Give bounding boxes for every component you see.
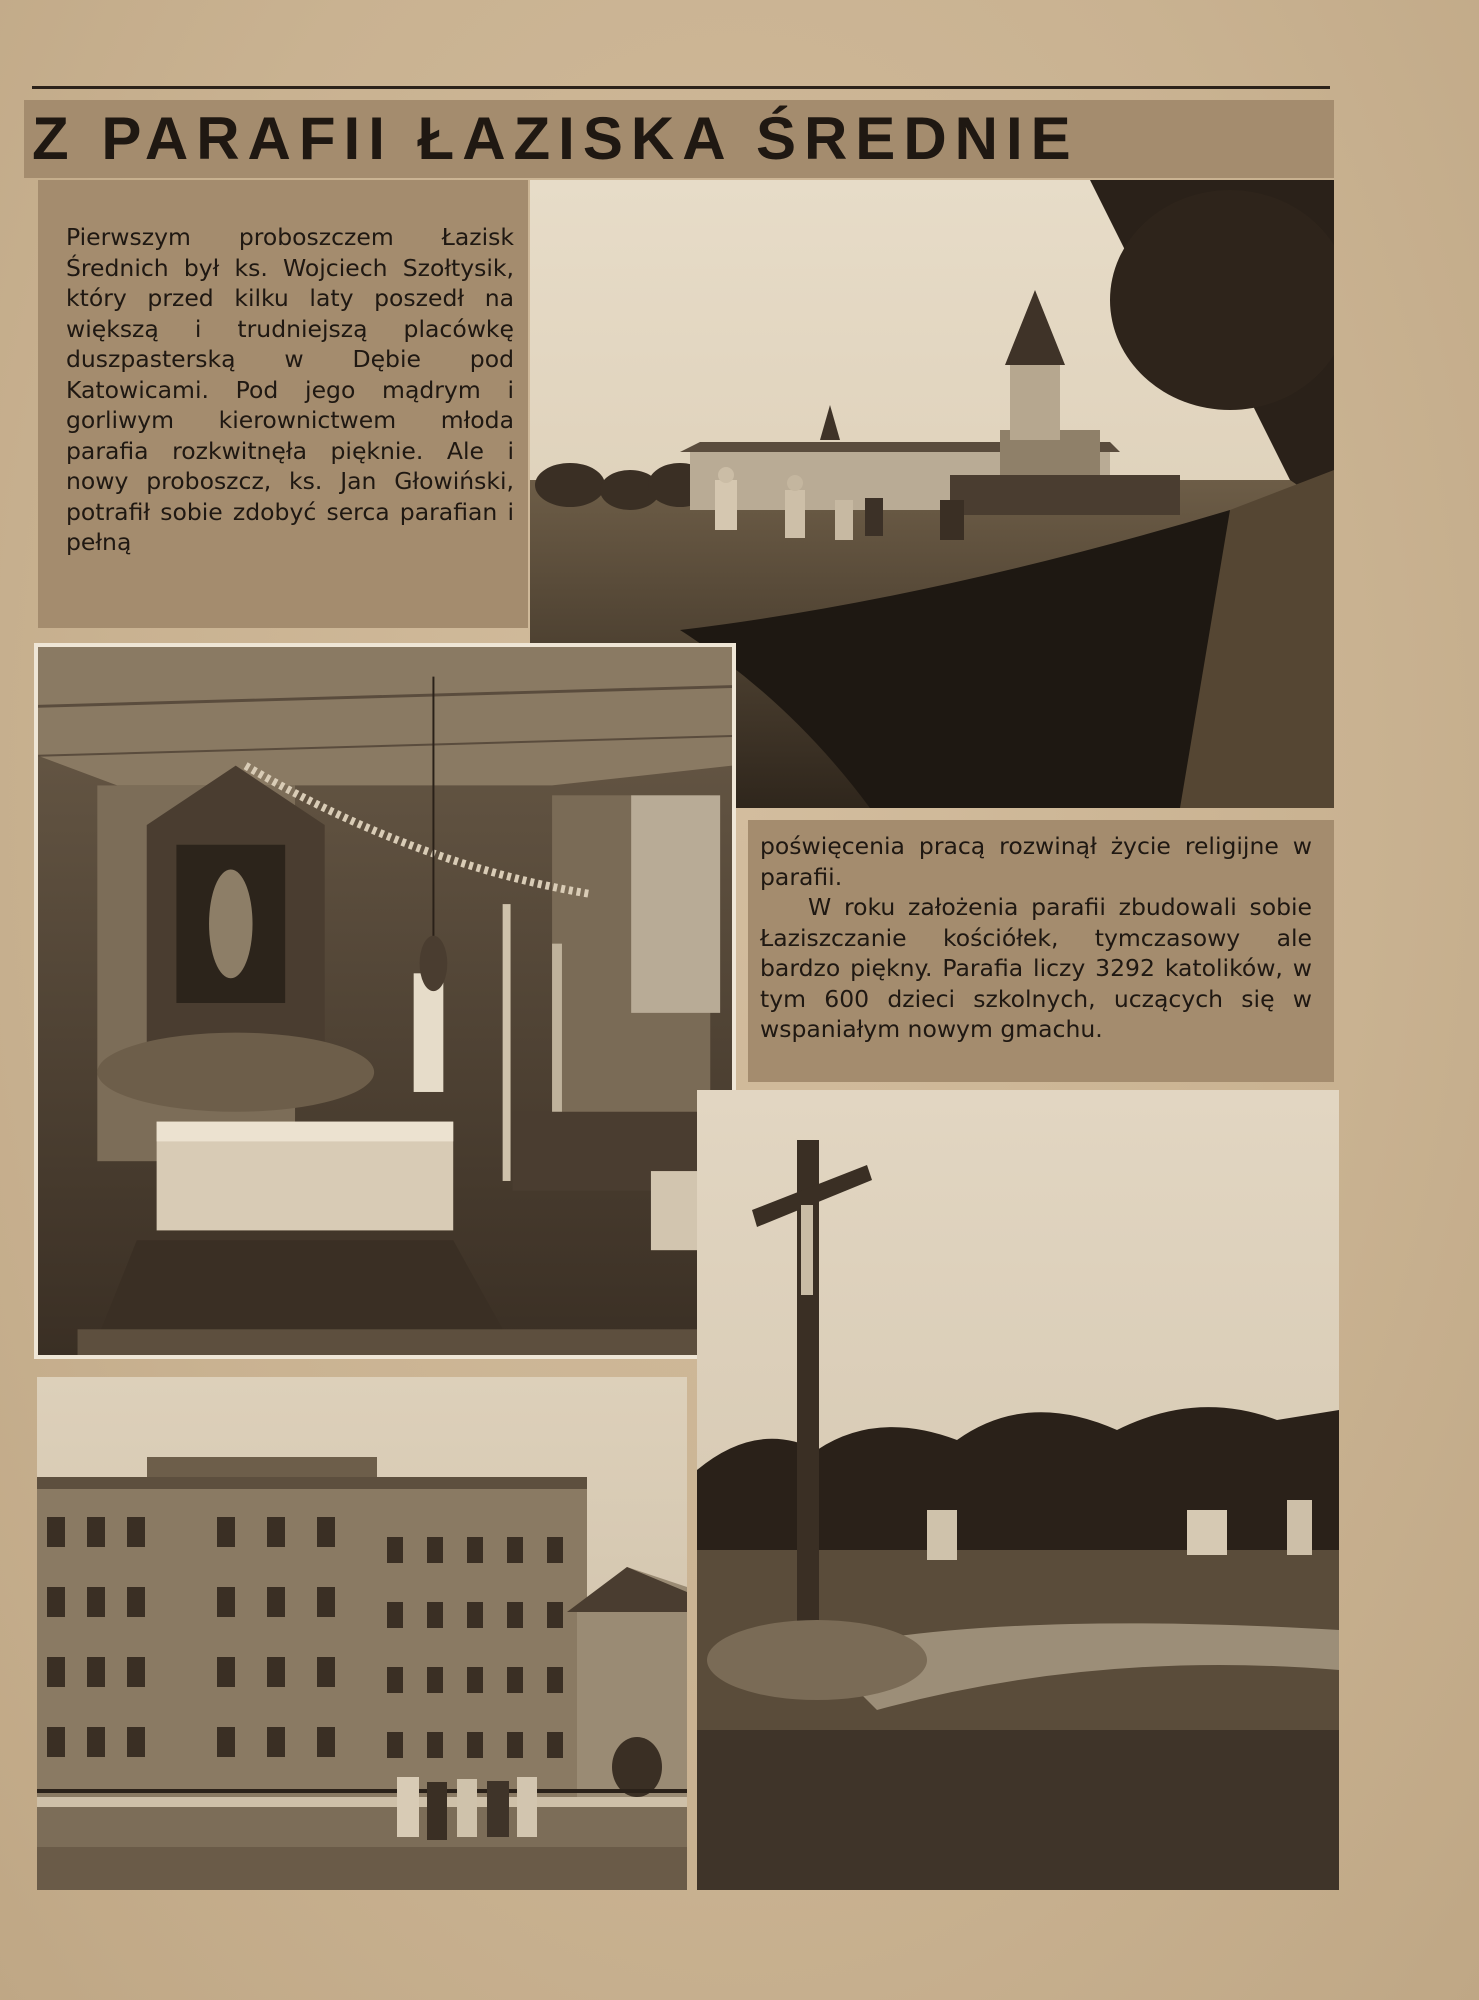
altar-interior-photo [34, 643, 736, 1359]
continuation-paragraph-2: W roku założenia parafii zbudowali sobie Łaziszczanie kościółek, tymczasowy ale bardzo piękny. Parafia liczy 3292 katolików, w tym 600 dzieci szkolnych, uczących się w wspaniałym nowym gmachu. [760, 893, 1312, 1043]
intro-paragraph: Pierwszym proboszczem Łazisk Średnich był ks. Wojciech Szołtysik, który przed kilku laty poszedł na większą i trudniejszą placówkę duszpasterską w Dębie pod Katowicami. Pod jego mądrym i gorliwym kierownictwem młoda parafia rozkwitnęła pięknie. Ale i nowy proboszcz, ks. Jan Głowiński, potrafił sobie zdobyć serca parafian i pełną [66, 223, 514, 556]
page-title: Z PARAFII ŁAZISKA ŚREDNIE [32, 105, 1079, 172]
intro-text-box [38, 180, 528, 628]
continuation-text-box [748, 820, 1334, 1082]
cemetery-cross-photo [697, 1090, 1339, 1890]
school-building-photo [37, 1377, 687, 1890]
continuation-paragraph-1: poświęcenia pracą rozwinął życie religijne w parafii. [760, 832, 1312, 891]
top-rule [32, 86, 1330, 89]
